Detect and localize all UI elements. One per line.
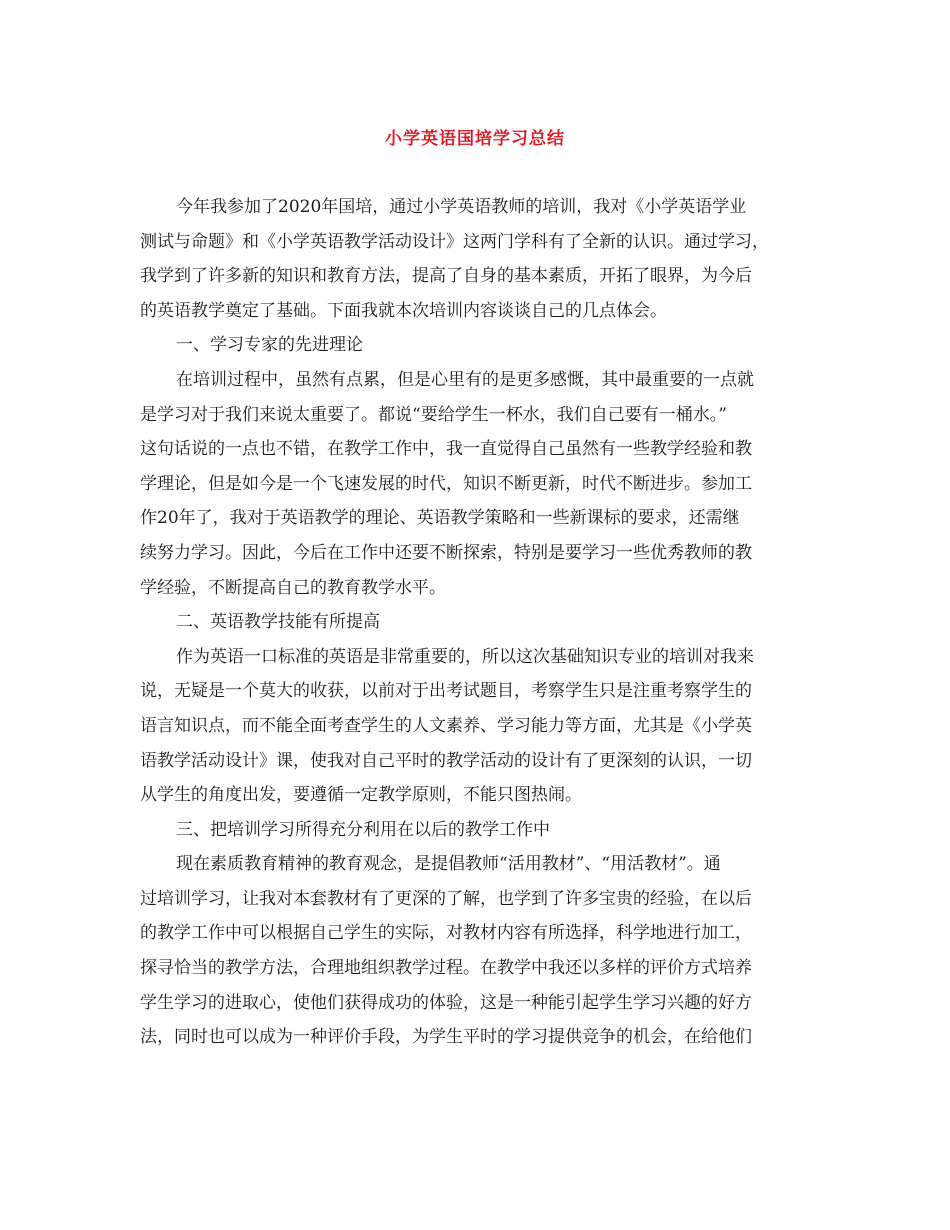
text-line: 的英语教学奠定了基础。下面我就本次培训内容谈谈自己的几点体会。 [140,300,667,321]
text-line: 过培训学习，让我对本套教材有了更深的了解，也学到了许多宝贵的经验，在以后 [140,888,752,909]
text-line: 法，同时也可以成为一种评价手段，为学生平时的学习提供竞争的机会，在给他们 [140,1027,752,1048]
document-body [140,190,820,1055]
text-line: 在培训过程中，虽然有点累，但是心里有的是更多感慨，其中最重要的一点就 [176,369,754,390]
text-line: 的教学工作中可以根据自己学生的实际，对教材内容有所选择，科学地进行加工， [140,923,752,944]
text-line: 语教学活动设计》课，使我对自己平时的教学活动的设计有了更深刻的认识，一切 [140,750,752,771]
text-line: 三、把培训学习所得充分利用在以后的教学工作中 [176,819,550,840]
text-line: 这句话说的一点也不错，在教学工作中，我一直觉得自己虽然有一些教学经验和教 [140,439,752,460]
text-line: 探寻恰当的教学方法，合理地组织教学过程。在教学中我还以多样的评价方式培养 [140,958,752,979]
text-line: 从学生的角度出发，要遵循一定教学原则，不能只图热闹。 [140,785,582,806]
document-title: 小学英语国培学习总结 [385,129,565,149]
text-line: 学生学习的进取心，使他们获得成功的体验，这是一种能引起学生学习兴趣的好方 [140,992,752,1013]
text-line: 学理论，但是如今是一个飞速发展的时代，知识不断更新，时代不断进步。参加工 [140,473,752,494]
text-line: 二、英语教学技能有所提高 [176,612,380,633]
text-line: 是学习对于我们来说太重要了。都说“要给学生一杯水，我们自己要有一桶水。” [140,404,727,425]
text-line: 语言知识点，而不能全面考查学生的人文素养、学习能力等方面，尤其是《小学英 [140,715,752,736]
text-line: 测试与命题》和《小学英语教学活动设计》这两门学科有了全新的认识。通过学习， [140,231,769,252]
text-line: 今年我参加了2020年国培，通过小学英语教师的培训，我对《小学英语学业 [176,197,747,217]
text-line: 说，无疑是一个莫大的收获，以前对于出考试题目，考察学生只是注重考察学生的 [140,681,752,702]
text-line: 作为英语一口标准的英语是非常重要的，所以这次基础知识专业的培训对我来 [176,646,754,667]
text-line: 作20年了，我对于英语教学的理论、英语教学策略和一些新课标的要求，还需继 [140,508,740,529]
text-line: 我学到了许多新的知识和教育方法，提高了自身的基本素质，开拓了眼界，为今后 [140,266,752,287]
text-line: 现在素质教育精神的教育观念，是提倡教师“活用教材”、“用活教材”。通 [176,854,721,875]
text-line: 续努力学习。因此，今后在工作中还要不断探索，特别是要学习一些优秀教师的教 [140,542,752,563]
text-line: 学经验，不断提高自己的教育教学水平。 [140,577,446,598]
text-line: 一、学习专家的先进理论 [176,335,363,356]
